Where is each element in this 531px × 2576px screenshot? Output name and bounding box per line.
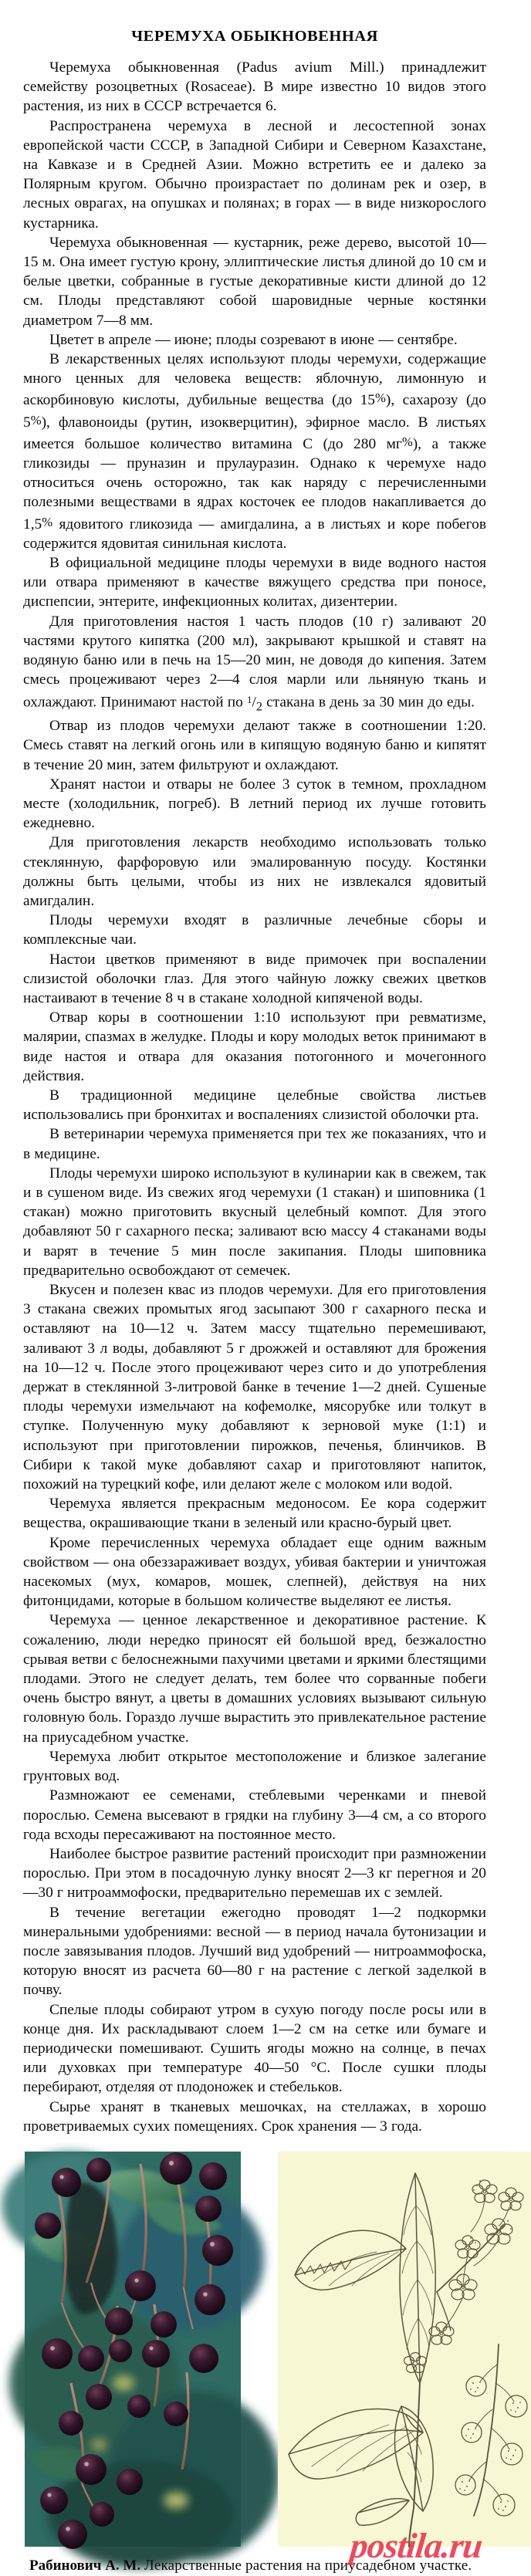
bird-cherry-fruit-photo xyxy=(25,2152,241,2547)
paragraph-5: В лекарственных целях используют плоды черемухи, содержащие много ценных для человека веществ: яблочную, лимонную и аскорбиновую кислоты, дубильные вещества (до 15%), сахарозу (до 5%), флавоноиды (рутин, изокверцитин), эфирное масло. В листьях имеется большое количество витамина С (до 280 мг%), а также гликозиды — пруназин и прулауразин. Однако к черемухе надо относиться очень осторожно, так как наряду с перечисленными полезными веществами в ядрах косточек ее плодов накапливается до 1,5% ядовитого гликозида — амигдалина, а в листьях и коре побегов содержится ядовитая синильная кислота. xyxy=(23,351,486,552)
paragraph-8: Отвар из плодов черемухи делают также в соотношении 1:20. Смесь ставят на легкий огонь или в кипящую водяную баню и кипятят в течение 20 мин, затем фильтруют и охлаждают. xyxy=(23,718,486,773)
paragraph-10: Для приготовления лекарств необходимо использовать только стеклянную, фарфоровую или эмалированную посуду. Костянки должны быть целыми, чтобы из них не извлекался ядовитый амигдалин. xyxy=(23,834,486,909)
paragraph-25: Спелые плоды собирают утром в сухую погоду после росы или в конце дня. Их раскладывают слоем 1—2 см на сетке или бумаге и периодически помешивают. Сушить ягоды можно на солнце, в печах или духовках при температуре 40—50 °С. После сушки плоды перебирают, отделяя от плодоножек и стебельков. xyxy=(23,2001,486,2096)
paragraph-7: Для приготовления настоя 1 часть плодов (10 г) заливают 20 частями крутого кипятка (200 мл), закрывают крышкой и ставят на водяную баню или в печь на 15—20 мин, не доводя до кипения. Затем смесь процеживают через 2—4 слоя марли или льняную ткань и охлаждают. Принимают настой по $^1/_2$ стакана в день за 30 мин до еды. xyxy=(23,613,486,713)
paragraph-19: Кроме перечисленных черемуха обладает еще одним важным свойством — она обеззараживает воздух, убивая бактерии и уничтожая насекомых (мух, комаров, мошек, слепней), действуя на них фитонцидами, которые в большом количестве выделяют ее листья. xyxy=(23,1534,486,1610)
paragraph-3: Черемуха обыкновенная — кустарник, реже дерево, высотой 10—15 м. Она имеет густую крону, эллиптические листья длиной до 10 см и белые цветки, собранные в густые декоративные кисти длиной до 12 см. Плоды представляют собой шаровидные черные костянки диаметром 7—8 мм. xyxy=(23,234,486,329)
paragraph-23: Наиболее быстрое развитие растений происходит при размножении порослью. При этом в посадочную лунку вносят 2—3 кг перегноя и 20—30 г нитроаммофоски, предварительно перемешав их с землей. xyxy=(23,1845,486,1902)
paragraph-18: Черемуха является прекрасным медоносом. Ее кора содержит вещества, окрашивающие ткани в зеленый или красно-бурый цвет. xyxy=(23,1496,486,1532)
figure-row xyxy=(23,2152,486,2547)
paragraph-14: В традиционной медицине целебные свойства листьев использовались при бронхитах и воспалениях слизистой оболочки рта. xyxy=(23,1087,486,1124)
paragraph-21: Черемуха любит открытое местоположение и близкое залегание грунтовых вод. xyxy=(23,1748,486,1785)
paragraph-15: В ветеринарии черемуха применяется при тех же показаниях, что и в медицине. xyxy=(23,1126,486,1162)
paragraph-9: Хранят настои и отвары не более 3 суток в темном, прохладном месте (холодильник, погреб). В летний период их лучше готовить ежедневно. xyxy=(23,776,486,832)
paragraph-20: Черемуха — ценное лекарственное и декоративное растение. К сожалению, люди нередко приносят ей большой вред, безжалостно срывая ветви с белоснежными пахучими цветами и яркими блестящими плодами. Этого не следует делать, тем более что сорванные побеги очень быстро вянут, а цветы в домашних условиях вызывают сильную головную боль. Гораздо лучше вырастить это привлекательное растение на приусадебном участке. xyxy=(23,1612,486,1746)
footer-author: Рабинович А. М. xyxy=(29,2557,141,2574)
postila-watermark: postila.ru xyxy=(348,2525,484,2565)
paragraph-26: Сырье хранят в тканевых мешочках, на стеллажах, в хорошо проветриваемых сухих помещениях. Срок хранения — 3 года. xyxy=(23,2098,486,2135)
paragraph-1: Черемуха обыкновенная (Padus avium Mill.) принадлежит семейству розоцветных (Rosaceae). В мире известно 10 видов этого растения, из них в СССР встречается 6. xyxy=(23,59,486,115)
paragraph-4: Цветет в апреле — июне; плоды созревают в июне — сентябре. xyxy=(49,331,458,348)
paragraph-24: В течение вегетации ежегодно проводят 1—2 подкормки минеральными удобрениями: весной — в период начала бутонизации и после завязывания плодов. Лучший вид удобрений — нитроаммофоска, которую вносят из расчета 60—80 г на растение с легкой заделкой в почву. xyxy=(23,1904,486,1999)
paragraph-16: Плоды черемухи широко используют в кулинарии как в свежем, так и в сушеном виде. Из свежих ягод черемухи (1 стакан) и шиповника (1 стакан) можно приготовить вкусный целебный компот. Для этого добавляют 50 г сахарного песка; заливают всю массу 4 стаканами воды и варят в течение 5 мин после закипания. Плоды шиповника предварительно освобождают от семечек. xyxy=(23,1165,486,1279)
paragraph-12: Настои цветков применяют в виде примочек при воспалении слизистой оболочки глаз. Для этого чайную ложку свежих цветков настаивают в течение 8 ч в стакане холодной кипяченой воды. xyxy=(23,951,486,1006)
bird-cherry-botanical-drawing xyxy=(278,2152,531,2547)
paragraph-22: Размножают ее семенами, стеблевыми черенками и пневой порослью. Семена высевают в грядки на глубину 3—4 см, а со второго года всходы пересаживают на постоянное место. xyxy=(23,1787,486,1843)
paragraph-17: Вкусен и полезен квас из плодов черемухи. Для его приготовления 3 стакана свежих промытых ягод засыпают 300 г сахарного песка и оставляют на 10—12 ч. Затем массу тщательно перемешивают, заливают 3 л воды, добавляют 5 г дрожжей и оставляют для брожения на 10—12 ч. После этого процеживают через сито и до употребления держат в стеклянной 3-литровой банке в течение 1—2 дней. Сушеные плоды черемухи измельчают на кофемолке, мясорубке или толкут в ступке. Полученную муку добавляют к зерновой муке (1:1) и используют при приготовлении пирожков, печенья, блинчиков. В Сибири к такой муке добавляют сахар и приготовляют напиток, похожий на турецкий кофе, или делают желе с молоком или водой. xyxy=(23,1282,486,1493)
page-title: ЧЕРЕМУХА ОБЫКНОВЕННАЯ xyxy=(131,28,378,45)
paragraph-11: Плоды черемухи входят в различные лечебные сборы и комплексные чаи. xyxy=(23,912,486,948)
paragraph-2: Распространена черемуха в лесной и лесостепной зонах европейской части СССР, в Западной Сибири и Северном Казахстане, на Кавказе и в Средней Азии. Можно встретить ее и далеко за Полярным кругом. Обычно произрастает по долинам рек и озер, в лесных оврагах, на опушках и полянах; в горах — в виде низкорослого кустарника. xyxy=(23,117,486,232)
footer-book-title: Лекарственные растения на приусадебном участке. xyxy=(144,2557,472,2574)
paragraph-13: Отвар коры в соотношении 1:10 используют при ревматизме, малярии, спазмах в желудке. Плоды и кору молодых веток принимают в виде настоя и отвара для оказания потогонного и мочегонного действия. xyxy=(23,1009,486,1084)
paragraph-6: В официальной медицине плоды черемухи в виде водного настоя или отвара применяют в качестве вяжущего средства при поносе, диспепсии, энтерите, инфекционных колитах, дизентерии. xyxy=(23,555,486,610)
footer-citation xyxy=(23,2525,486,2576)
